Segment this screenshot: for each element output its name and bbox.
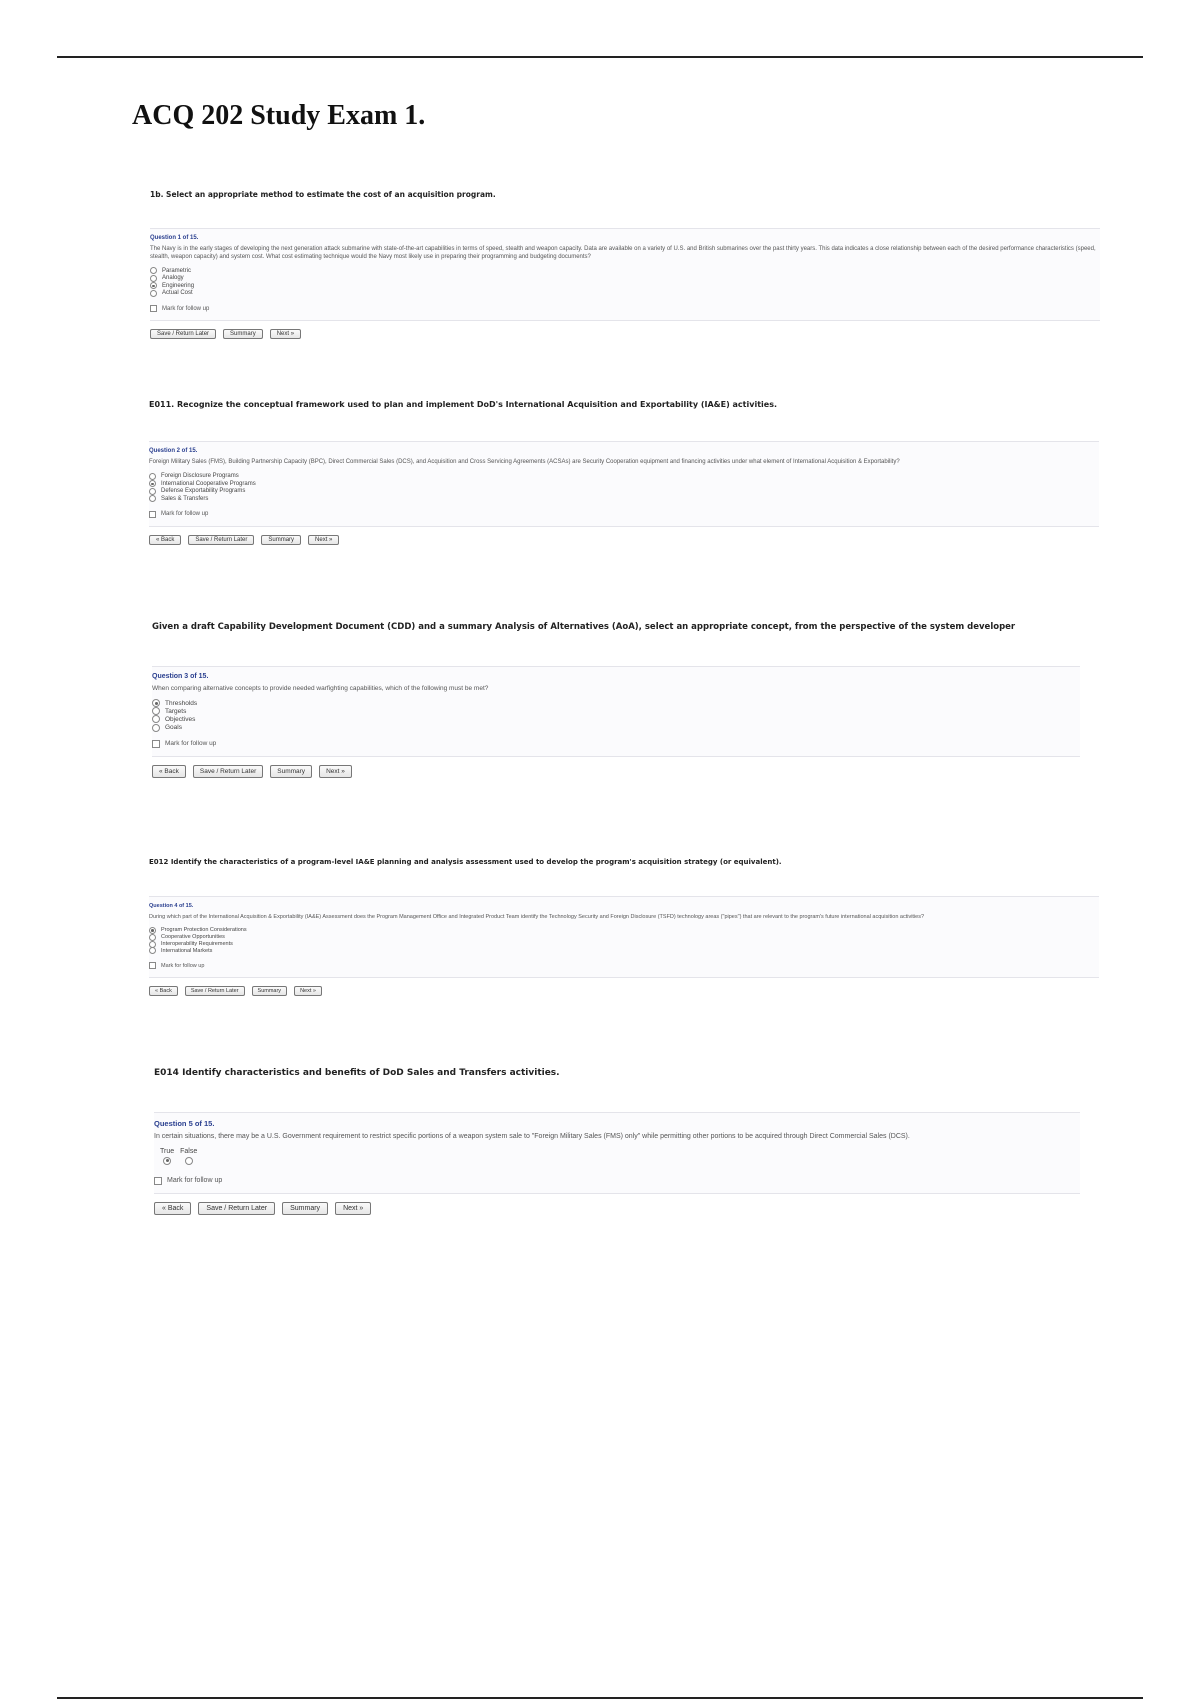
question-number: Question 3 of 15. — [152, 673, 209, 680]
next-button[interactable]: Next » — [308, 535, 339, 545]
false-label: False — [180, 1147, 198, 1155]
radio-button-selected[interactable] — [149, 480, 156, 487]
learning-objective: Given a draft Capability Development Document (CDD) and a summary Analysis of Alternatives (AoA), select an appropriate concept, from the perspective of the system developer — [152, 622, 1016, 632]
option-label: Cooperative Opportunities — [161, 934, 225, 941]
answer-option[interactable] — [149, 948, 1099, 955]
radio-button[interactable] — [149, 495, 156, 502]
option-label: Targets — [165, 707, 187, 715]
checkbox[interactable] — [152, 740, 160, 748]
learning-objective: 1b. Select an appropriate method to estimate the cost of an acquisition program. — [150, 190, 496, 199]
answer-option[interactable] — [149, 495, 1099, 503]
answer-option[interactable] — [149, 488, 1099, 496]
radio-button[interactable] — [149, 488, 156, 495]
option-label: Thresholds — [165, 699, 198, 707]
answer-option[interactable] — [150, 275, 1100, 283]
next-button[interactable]: Next » — [270, 329, 301, 339]
option-label: Actual Cost — [162, 290, 193, 297]
save-return-later-button[interactable]: Save / Return Later — [188, 535, 254, 545]
true-false-options — [160, 1148, 1080, 1165]
follow-up-checkbox[interactable] — [154, 1177, 1080, 1185]
radio-button[interactable] — [150, 290, 157, 297]
radio-button[interactable] — [149, 473, 156, 480]
answer-option[interactable] — [150, 282, 1100, 290]
true-label: True — [160, 1147, 175, 1155]
next-button[interactable]: Next » — [294, 986, 322, 996]
follow-up-checkbox[interactable] — [149, 511, 1099, 518]
question-text: In certain situations, there may be a U.S. Government requirement to restrict specific portions of a weapon system sale to "Foreign Military Sales (FMS) only" while permitting other portions to be acquired through Direct Commercial Sales (DCS). — [154, 1133, 910, 1140]
save-return-later-button[interactable]: Save / Return Later — [150, 329, 216, 339]
answer-option[interactable] — [152, 715, 1080, 723]
radio-button[interactable] — [152, 724, 160, 732]
answer-option[interactable] — [152, 707, 1080, 715]
navigation-buttons — [150, 329, 1100, 339]
answer-option[interactable] — [149, 934, 1099, 941]
save-return-later-button[interactable]: Save / Return Later — [198, 1202, 275, 1215]
summary-button[interactable]: Summary — [261, 535, 301, 545]
back-button[interactable]: « Back — [152, 765, 186, 778]
navigation-buttons — [149, 986, 1099, 996]
bottom-rule — [57, 1697, 1143, 1699]
option-label: Defense Exportability Programs — [161, 488, 246, 495]
summary-button[interactable]: Summary — [270, 765, 312, 778]
navigation-buttons — [149, 535, 1099, 545]
checkbox[interactable] — [149, 511, 156, 518]
answer-option[interactable] — [152, 724, 1080, 732]
question-block-1 — [150, 190, 1100, 339]
true-option[interactable] — [160, 1148, 174, 1165]
option-label: Parametric — [162, 267, 192, 274]
save-return-later-button[interactable]: Save / Return Later — [193, 765, 263, 778]
question-block-5 — [154, 1068, 1080, 1215]
radio-button[interactable] — [149, 934, 156, 941]
learning-objective: E014 Identify characteristics and benefits of DoD Sales and Transfers activities. — [154, 1068, 560, 1078]
answer-option[interactable] — [149, 941, 1099, 948]
question-text: During which part of the International Acquisition & Exportability (IA&E) Assessment does the Program Management Office and Integrated Product Team identify the Technology Security and Foreign Disclosure (TSFD) technology areas ("pipes") that are relevant to the program's future international acquisition activities? — [149, 914, 925, 920]
follow-up-checkbox[interactable] — [149, 962, 1099, 969]
radio-button-selected[interactable] — [150, 282, 157, 289]
question-number: Question 5 of 15. — [154, 1119, 215, 1128]
follow-up-label: Mark for follow up — [165, 740, 217, 748]
question-number: Question 2 of 15. — [149, 448, 198, 454]
navigation-buttons — [154, 1202, 1080, 1215]
radio-button[interactable] — [152, 707, 160, 715]
option-label: Foreign Disclosure Programs — [161, 473, 239, 480]
checkbox[interactable] — [150, 305, 157, 312]
option-label: Sales & Transfers — [161, 495, 209, 502]
question-block-4 — [149, 858, 1099, 996]
radio-button[interactable] — [149, 947, 156, 954]
radio-button-selected[interactable] — [152, 699, 160, 707]
follow-up-label: Mark for follow up — [161, 511, 209, 517]
option-label: Goals — [165, 724, 182, 732]
answer-option[interactable] — [150, 290, 1100, 298]
question-text: Foreign Military Sales (FMS), Building Partnership Capacity (BPC), Direct Commercial Sales (DCS), and Acquisition and Cross Servicing Agreements (ACSAs) are Security Cooperation equipment and financing activities under what element of International Acquisition & Exportability? — [149, 459, 900, 465]
answer-option[interactable] — [149, 473, 1099, 481]
document-title: ACQ 202 Study Exam 1. — [132, 100, 426, 131]
navigation-buttons — [152, 765, 1080, 778]
question-number: Question 1 of 15. — [150, 235, 199, 241]
answer-option[interactable] — [149, 480, 1099, 488]
radio-button-selected[interactable] — [163, 1157, 171, 1165]
top-rule — [57, 56, 1143, 58]
learning-objective: E011. Recognize the conceptual framework used to plan and implement DoD's International Acquisition and Exportability (IA&E) activities. — [149, 400, 777, 409]
question-block-3 — [152, 622, 1080, 778]
follow-up-label: Mark for follow up — [162, 305, 210, 312]
option-label: Analogy — [162, 275, 184, 282]
false-option[interactable] — [180, 1148, 197, 1165]
back-button[interactable]: « Back — [154, 1202, 191, 1215]
answer-option[interactable] — [150, 267, 1100, 275]
option-label: Interoperability Requirements — [161, 941, 233, 948]
back-button[interactable]: « Back — [149, 986, 178, 996]
next-button[interactable]: Next » — [319, 765, 352, 778]
question-text: The Navy is in the early stages of developing the next generation attack submarine with state-of-the-art capabilities in terms of speed, stealth and weapon capacity. Data are available on a variety of U.S. and British submarines over the past thirty years. This data indicates a close relationship between each of the desired performance characteristics (speed, stealth, weapon capacity) and system cost. What cost estimating technique would the Navy most likely use in preparing their programming and budgeting documents? — [150, 246, 1096, 260]
answer-option[interactable] — [149, 927, 1099, 934]
option-label: International Markets — [161, 947, 213, 954]
option-label: International Cooperative Programs — [161, 480, 256, 487]
radio-button[interactable] — [185, 1157, 193, 1165]
option-label: Program Protection Considerations — [161, 927, 247, 934]
radio-button-selected[interactable] — [149, 927, 156, 934]
radio-button[interactable] — [150, 275, 157, 282]
save-return-later-button[interactable]: Save / Return Later — [185, 986, 245, 996]
question-block-2 — [149, 400, 1099, 545]
learning-objective: E012 Identify the characteristics of a program-level IA&E planning and analysis assessment used to develop the program's acquisition strategy (or equivalent). — [149, 858, 782, 866]
radio-button[interactable] — [150, 267, 157, 274]
follow-up-label: Mark for follow up — [167, 1177, 223, 1185]
option-label: Objectives — [165, 715, 196, 723]
back-button[interactable]: « Back — [149, 535, 181, 545]
next-button[interactable]: Next » — [335, 1202, 371, 1215]
summary-button[interactable]: Summary — [282, 1202, 328, 1215]
option-label: Engineering — [162, 282, 195, 289]
summary-button[interactable]: Summary — [252, 986, 288, 996]
checkbox[interactable] — [154, 1177, 162, 1185]
question-number: Question 4 of 15. — [149, 903, 194, 909]
radio-button[interactable] — [152, 715, 160, 723]
follow-up-checkbox[interactable] — [150, 305, 1100, 312]
follow-up-label: Mark for follow up — [161, 962, 205, 969]
answer-option[interactable] — [152, 699, 1080, 707]
question-text: When comparing alternative concepts to provide needed warfighting capabilities, which of the following must be met? — [152, 685, 489, 692]
summary-button[interactable]: Summary — [223, 329, 263, 339]
follow-up-checkbox[interactable] — [152, 740, 1080, 748]
checkbox[interactable] — [149, 962, 156, 969]
